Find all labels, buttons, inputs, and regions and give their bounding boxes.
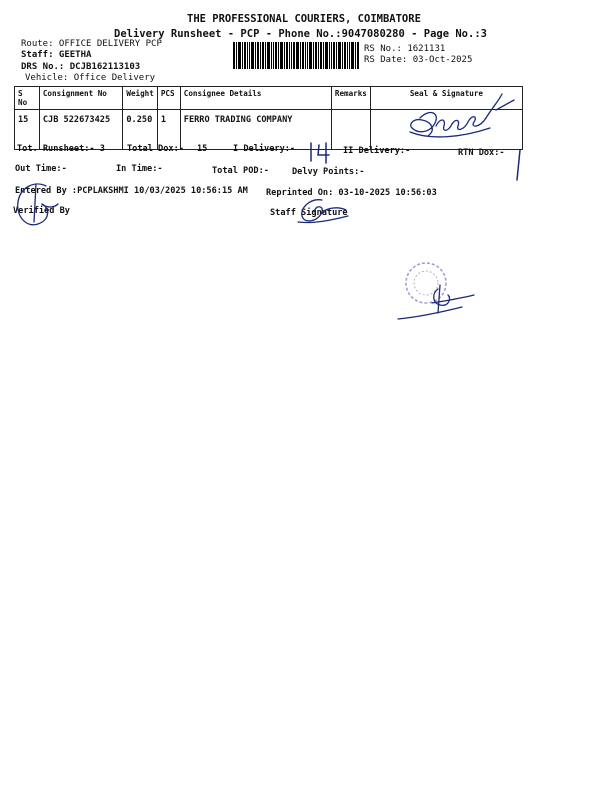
entered-by: Entered By :PCPLAKSHMI 10/03/2025 10:56:15 AM [15,186,248,196]
drs-number: DRS No.: DCJB162113103 [21,62,141,72]
staff-text: Staff: GEETHA [21,50,92,60]
barcode [233,42,359,69]
in-time-label: In Time:- [116,164,163,174]
cell-weight: 0.250 [123,110,157,150]
total-dox-value: 15 [197,144,208,154]
staff-signature [288,194,354,230]
out-time-label: Out Time:- [15,164,67,174]
i-delivery-label: I Delivery:- [233,144,296,154]
runsheet-subtitle: Delivery Runsheet - PCP - Phone No.:9047080280 - Page No.:3 [114,28,487,40]
rtn-dox-label: RTN Dox:- [458,148,505,158]
total-dox-label: Total Dox:- [127,144,184,154]
rtn-dox-handwritten [512,133,526,182]
col-sno: S No [15,87,40,110]
col-seal: Seal & Signature [370,87,522,110]
rtn-mark-text: 1 [512,133,522,152]
tot-runsheet: Tot. Runsheet:- 3 [17,144,105,154]
reprinted-on: Reprinted On: 03-10-2025 10:56:03 [266,188,437,198]
total-pod-label: Total POD:- [212,166,269,176]
delvy-points-label: Delvy Points:- [292,167,365,177]
col-remarks: Remarks [331,87,370,110]
cell-consignment: CJB 522673425 [39,110,123,150]
col-weight: Weight [123,87,157,110]
cell-sno: 15 [15,110,40,150]
cell-consignee: FERRO TRADING COMPANY [180,110,331,150]
vehicle-text: Vehicle: Office Delivery [25,73,156,83]
col-pcs: PCS [157,87,180,110]
col-consignee: Consignee Details [180,87,331,110]
office-stamp [392,255,482,327]
cell-pcs: 1 [157,110,180,150]
verified-by-label: Verified By [13,206,70,216]
consignee-signature [400,88,530,150]
i-delivery-count-text: 14 [305,126,325,145]
rs-date: RS Date: 03-Oct-2025 [364,55,473,65]
ii-delivery-label: II Delivery:- [343,146,411,156]
company-title: THE PROFESSIONAL COURIERS, COIMBATORE [187,13,421,25]
route-text: Route: OFFICE DELIVERY PCP [21,39,162,49]
col-consignment: Consignment No [39,87,123,110]
cell-remarks [331,110,370,150]
rs-number: RS No.: 1621131 [364,44,446,54]
staff-signature-label: Staff Signature [270,208,348,218]
verified-by-signature [6,178,66,234]
i-delivery-handwritten [305,126,335,165]
